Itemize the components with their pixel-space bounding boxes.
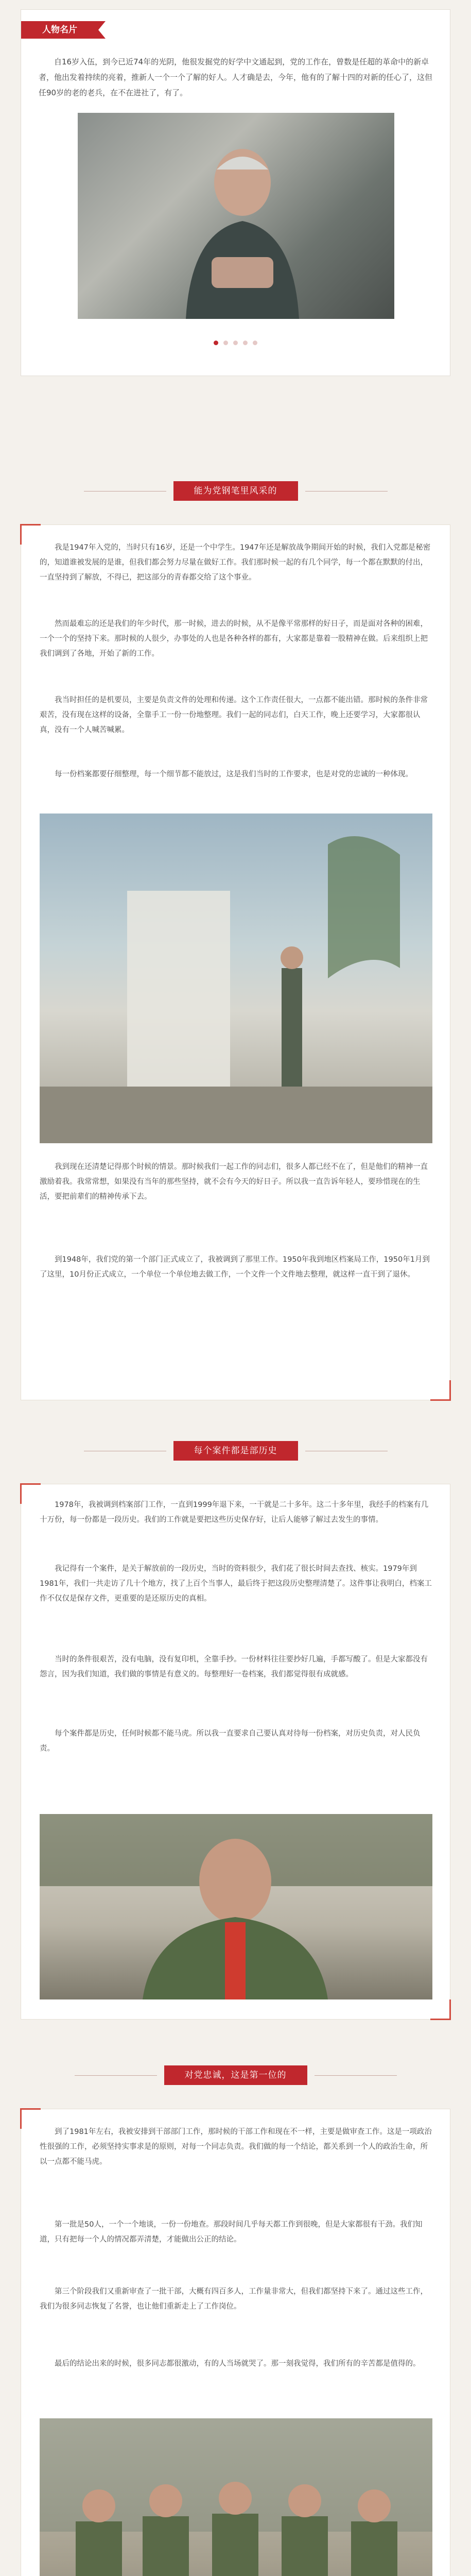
carousel-dot-2[interactable] [223, 341, 228, 345]
portrait-photo [78, 113, 394, 319]
group-illustration [40, 2418, 432, 2576]
section-2-frame [21, 1484, 450, 2020]
section-1-para-6: 到1948年，我们党的第一个部门正式成立了，我被调到了那里工作。1950年我到地区档案局工作，1950年1月到了这里，10月份正式成立，一个单位一个单位地去做工作，一个文件一个文件地去整理，就这样一直干到了退休。 [40, 1256, 430, 1279]
section-1-para-5: 我到现在还清楚记得那个时候的情景。那时候我们一起工作的同志们，很多人都已经不在了，但是他们的精神一直激励着我。我常常想，如果没有当年的那些坚持，就不会有今天的好日子。所以我一直告诉年轻人，要珍惜现在的生活，要把前辈们的精神传承下去。 [40, 1163, 428, 1201]
group-photo [40, 2418, 432, 2576]
section-3-para-1: 到了1981年左右，我被安排到干部部门工作，那时候的干部工作和现在不一样，主要是做审查工作。这是一项政治性很强的工作，必须坚持实事求是的原则，对每一个同志负责。我们做的每一个结论，都关系到一个人的政治生命，所以一点都不能马虎。 [40, 2128, 432, 2166]
section-2-para-3: 当时的条件很艰苦，没有电脑，没有复印机，全靠手抄。一份材料往往要抄好几遍，手都写酸了。但是大家都没有怨言，因为我们知道，我们做的事情是有意义的。每整理好一卷档案，我们都觉得很有成就感。 [40, 1655, 428, 1679]
uniform-portrait-illustration [40, 1814, 432, 1999]
uniform-portrait-photo [40, 1814, 432, 1999]
section-title-2: 每个案件都是部历史 [173, 1441, 298, 1461]
section-2-para-2: 我记得有一个案件，是关于解放前的一段历史，当时的资料很少，我们花了很长时间去查找、核实。1979年到1981年，我们一共走访了几十个地方，找了上百个当事人，最后终于把这段历史整理清楚了。这件事让我明白，档案工作不仅仅是保存文件，更重要的是还原历史的真相。 [40, 1565, 432, 1603]
intro-card [21, 9, 450, 376]
frame-corner [20, 1483, 41, 1504]
carousel-dot-4[interactable] [243, 341, 248, 345]
section-2-para-1: 1978年，我被调到档案部门工作，一直到1999年退下来，一干就是二十多年。这二十多年里，我经手的档案有几十万份，每一份都是一段历史。我们的工作就是要把这些历史保存好，让后人能够了解过去发生的事情。 [40, 1501, 429, 1524]
person-card-tag: 人物名片 [21, 21, 98, 39]
section-1-frame [21, 524, 450, 1400]
monument-photo [40, 814, 432, 1143]
frame-corner [20, 524, 41, 545]
portrait-figure [176, 133, 309, 319]
section-title-3: 对党忠诚，这是第一位的 [164, 2065, 307, 2085]
carousel-dot-5[interactable] [253, 341, 257, 345]
carousel-dot-1[interactable] [214, 341, 218, 345]
section-3-para-4: 最后的结论出来的时候，很多同志都很激动，有的人当场就哭了。那一刻我觉得，我们所有的辛苦都是值得的。 [55, 2360, 421, 2368]
section-3-para-2: 第一批是50人，一个一个地谈，一份一份地查。那段时间几乎每天都工作到很晚，但是大家都很有干劲。我们知道，只有把每一个人的情况都弄清楚，才能做出公正的结论。 [40, 2221, 423, 2244]
carousel-dot-3[interactable] [233, 341, 238, 345]
section-header-2 [0, 1441, 471, 1461]
carousel-dots[interactable] [21, 337, 450, 347]
frame-corner [430, 1999, 451, 2020]
section-3-para-3: 第三个阶段我们又重新审查了一批干部，大概有四百多人，工作量非常大，但我们都坚持下来了。通过这些工作，我们为很多同志恢复了名誉，也让他们重新走上了工作岗位。 [40, 2287, 428, 2311]
section-header-3 [0, 2065, 471, 2085]
section-title-1: 能为党钢笔里风采的 [173, 481, 298, 501]
section-1-para-1: 我是1947年入党的，当时只有16岁，还是一个中学生。1947年还是解放战争期间开始的时候，我们入党都是秘密的，知道谁被发展的是谁，但我们都会努力尽量在做好工作。我们那时候一起的有几个同学，每一个都在默默的付出，一直坚持到了解放，不得已，把这部分的青春都交给了这个事业。 [40, 544, 431, 582]
section-3-frame [21, 2109, 450, 2576]
section-2-para-4: 每个案件都是历史，任何时候都不能马虎。所以我一直要求自己要认真对待每一份档案，对历史负责，对人民负责。 [40, 1730, 421, 1753]
frame-corner [20, 2108, 41, 2129]
frame-corner [430, 1380, 451, 1401]
intro-text: 自16岁入伍，到今已近74年的光阴，他很发掘党的好学中文通起到，党的工作在，曾数是任超的革命中的新卓者，他出发着持续的亮着，推新人一个一个了解的好人。人才确是去，今年，他有的了解十四的对新的任心了，这但任90岁的老的老兵，在不在进社了，有了。 [39, 57, 433, 97]
section-1-para-4: 每一份档案都要仔细整理，每一个细节都不能放过，这是我们当时的工作要求，也是对党的忠诚的一种体现。 [55, 770, 413, 778]
section-1-para-2: 然而最难忘的还是我们的年少时代，那一时候，进去的时候，从不是像平常那样的好日子，而是面对各种的困难，一个一个的坚持下来。那时候的人很少，办事处的人也是各种各样的都有，大家都是靠着一股精神在做。后来组织上把我们调到了各地，开始了新的工作。 [40, 620, 428, 658]
monument-illustration [40, 814, 432, 1143]
section-header-1 [0, 481, 471, 501]
section-1-para-3: 我当时担任的是机要员，主要是负责文件的处理和传递。这个工作责任很大，一点都不能出错。那时候的条件非常艰苦，没有现在这样的设备，全靠手工一份一份地整理。我们一起的同志们，白天工作，晚上还要学习，大家都很认真，没有一个人喊苦喊累。 [40, 696, 428, 734]
